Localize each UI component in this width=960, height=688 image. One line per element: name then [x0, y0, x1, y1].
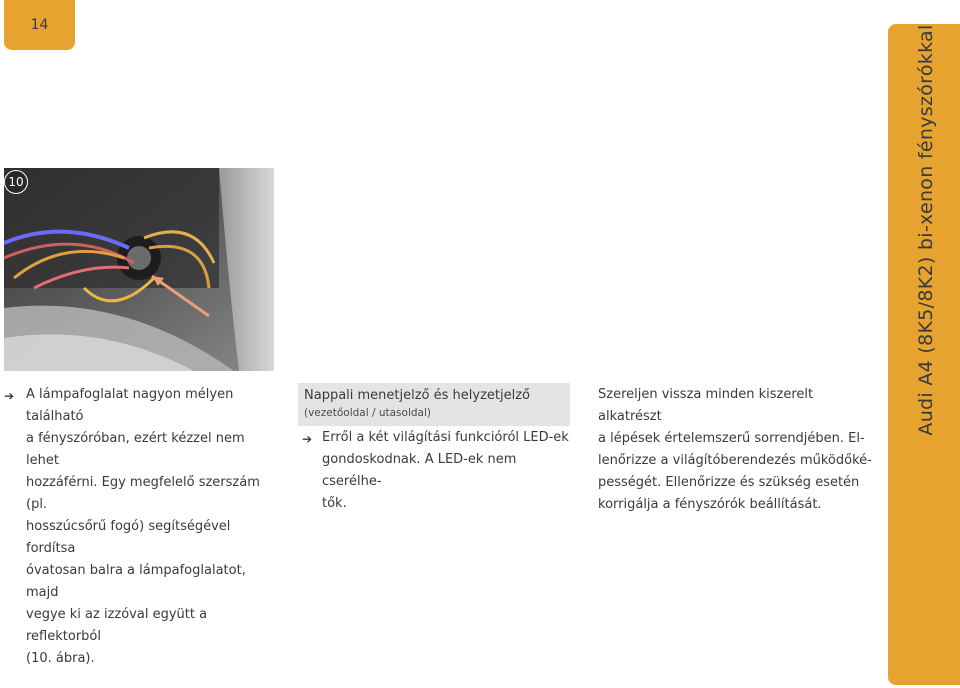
text-line: hosszúcsőrű fogó) segítségével fordítsa — [26, 519, 231, 556]
bullet-arrow-icon: ➔ — [302, 432, 313, 446]
text-line: lenőrizze a világítóberendezés működőké- — [598, 453, 872, 468]
column-1-text — [26, 384, 276, 670]
section-subtitle: (vezetőoldal / utasoldal) — [304, 407, 431, 419]
column-3-text — [598, 384, 873, 516]
section-heading — [298, 383, 570, 426]
chapter-title: Audi A4 (8K5/8K2) bi-xenon fényszórókkal — [915, 24, 937, 436]
text-line: gondoskodnak. A LED-ek nem cserélhe- — [322, 452, 517, 489]
text-line: pességét. Ellenőrizze és szükség esetén — [598, 475, 860, 490]
text-line: óvatosan balra a lámpafoglalatot, majd — [26, 563, 246, 600]
text-line: a fényszóróban, ezért kézzel nem lehet — [26, 431, 245, 468]
text-line: (10. ábra). — [26, 651, 95, 666]
text-line: korrigálja a fényszórók beállítását. — [598, 497, 822, 512]
page-number-tab — [4, 0, 75, 50]
column-2-text — [322, 427, 572, 515]
text-line: vegye ki az izzóval együtt a reflektorból — [26, 607, 208, 644]
page-number: 14 — [30, 17, 49, 33]
text-line: Erről a két világítási funkcióról LED-ek — [322, 430, 569, 445]
text-line: A lámpafoglalat nagyon mélyen található — [26, 387, 234, 424]
text-line: Szereljen vissza minden kiszerelt alkatrészt — [598, 387, 814, 424]
bullet-arrow-icon: ➔ — [4, 389, 15, 403]
headlamp-photo-illustration — [4, 168, 274, 371]
text-line: a lépések értelemszerű sorrendjében. El- — [598, 431, 865, 446]
section-title: Nappali menetjelző és helyzetjelző — [304, 388, 531, 403]
figure-number: 10 — [8, 175, 24, 189]
figure-photo — [4, 168, 274, 371]
text-line: tők. — [322, 496, 347, 511]
text-line: hozzáférni. Egy megfelelő szerszám (pl. — [26, 475, 260, 512]
figure-number-badge — [4, 170, 28, 194]
